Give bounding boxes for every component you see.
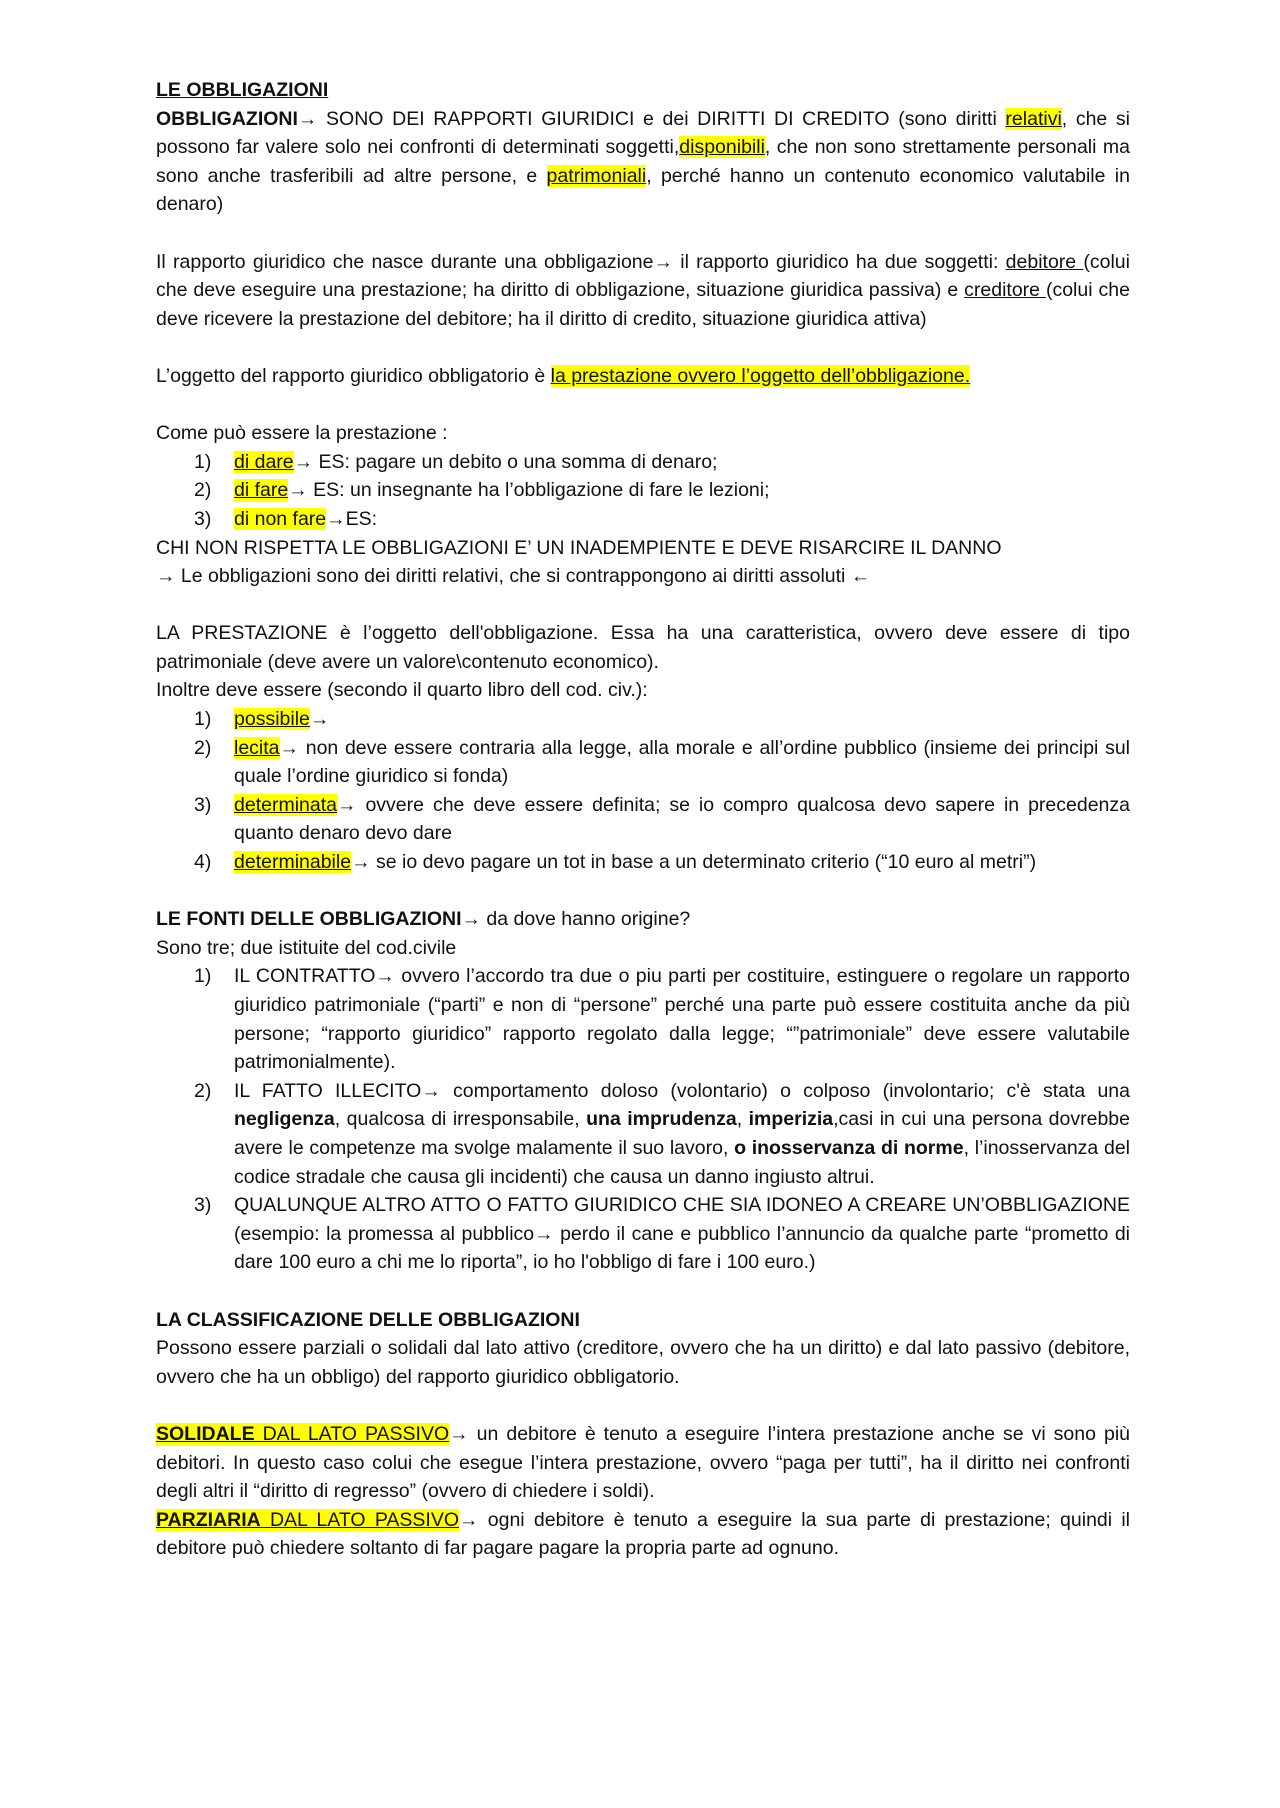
spacer [156, 877, 1130, 906]
spacer [156, 219, 1130, 248]
heading-text: LA CLASSIFICAZIONE DELLE OBBLIGAZIONI [156, 1308, 580, 1331]
highlight-di-non-fare: di non fare [234, 507, 327, 530]
highlight-prestazione: la prestazione ovvero l’oggetto dell’obbligazione. [550, 364, 971, 387]
prestazione-requirements-intro: Inoltre deve essere (secondo il quarto libro dell cod. civ.): [156, 679, 648, 702]
highlight-relativi: relativi [1005, 107, 1062, 130]
spacer [156, 391, 1130, 420]
text-run: IL CONTRATTO→ ovvero l’accordo tra due o piu parti per costituire, estinguere o regolare un rapporto giuridico patrimoniale (“parti” e non di “persone” perché una parte può essere costituita anche da più persone; “rapporto giuridico” rapporto regolato dalla legge; “”patrimoniale” deve essere valutabile patrimonialmente). [234, 965, 1130, 1074]
spacer [156, 591, 1130, 620]
inadempiente-line: CHI NON RISPETTA LE OBBLIGAZIONI E’ UN INADEMPIENTE E DEVE RISARCIRE IL DANNO [156, 536, 1002, 559]
obbligazioni-definition [156, 105, 1130, 219]
underline-debitore: debitore [1005, 250, 1084, 273]
list-item [156, 962, 1130, 1076]
prestazione-intro: Come può essere la prestazione : [156, 422, 448, 445]
list-number: 1) [194, 708, 212, 731]
text-run: Il rapporto giuridico che nasce durante una obbligazione→ il rapporto giuridico ha due soggetti: [156, 250, 1006, 273]
list-item [156, 1191, 1130, 1277]
prestazione-requirements-list [156, 705, 1130, 877]
text-run: , l’inosservanza del codice stradale che causa gli incidenti) che causa un danno ingiusto altrui. [234, 1136, 1131, 1188]
list-item [156, 705, 1130, 734]
highlight-determinabile: determinabile [234, 851, 352, 874]
text-run: , [736, 1108, 749, 1131]
text-run: → un debitore è tenuto a eseguire l’intera prestazione anche se vi sono più debitori. In questo caso colui che esegue l’intera prestazione, ovvero “paga per tutti”, ha il diritto nei confronti degli altri il “diritto di regresso” (ovvero di chiedere i soldi). [156, 1422, 1130, 1503]
list-item [156, 734, 1130, 791]
text-run: → ovvere che deve essere definita; se io compro qualcosa devo sapere in precedenza quanto denaro devo dare [234, 793, 1130, 845]
spacer [156, 333, 1130, 362]
bold-imperizia: imperizia [748, 1108, 834, 1131]
list-item [156, 448, 1130, 477]
highlight-di-fare: di fare [234, 479, 289, 502]
text-run: → [309, 708, 330, 731]
highlight-di-dare: di dare [234, 450, 294, 473]
list-number: 2) [194, 1079, 212, 1102]
list-number: 3) [194, 793, 212, 816]
document-title [156, 76, 1130, 105]
list-number: 2) [194, 736, 212, 759]
text-run: →ES: [326, 507, 378, 530]
list-item [156, 1077, 1130, 1191]
text-run: (colui che deve ricevere la prestazione del debitore; ha il diritto di credito, situazione giuridica attiva) [156, 279, 1130, 330]
fonti-list [156, 962, 1130, 1277]
text-run: (colui che deve eseguire una prestazione; ha diritto di obbligazione, situazione giuridica passiva) e [156, 250, 1130, 302]
list-number: 4) [194, 851, 212, 874]
highlight-dal-lato-passivo: DAL LATO PASSIVO [254, 1422, 450, 1445]
oggetto-paragraph [156, 362, 1130, 391]
fonti-intro: Sono tre; due istituite del cod.civile [156, 936, 457, 959]
text-run: → ES: pagare un debito o una somma di denaro; [293, 450, 718, 473]
text-run: → SONO DEI RAPPORTI GIURIDICI e dei DIRITTI DI CREDITO (sono diritti [297, 107, 1006, 130]
heading-text: LE FONTI DELLE OBBLIGAZIONI [156, 908, 462, 931]
list-number: 1) [194, 450, 212, 473]
highlight-patrimoniali: patrimoniali [546, 164, 647, 187]
highlight-determinata: determinata [234, 793, 337, 816]
text-run: → se io devo pagare un tot in base a un determinato criterio (“10 euro al metri”) [351, 851, 1037, 874]
list-number: 2) [194, 479, 212, 502]
text-run: , perché hanno un contenuto economico valutabile in denaro) [156, 164, 1130, 216]
diritti-relativi-line: → Le obbligazioni sono dei diritti relativi, che si contrappongono ai diritti assoluti ← [156, 565, 871, 588]
list-number: 3) [194, 507, 212, 530]
title-text: LE OBBLIGAZIONI [156, 79, 329, 101]
text-run: → non deve essere contraria alla legge, alla morale e all’ordine pubblico (insieme dei principi sul quale l’ordine giuridico si fonda) [234, 736, 1130, 788]
list-number: 1) [194, 965, 212, 988]
list-item [156, 791, 1130, 848]
classificazione-heading [156, 1306, 1130, 1335]
rapporto-giuridico-paragraph [156, 248, 1130, 334]
highlight-parziaria: PARZIARIA [156, 1508, 261, 1531]
fonti-heading [156, 905, 1130, 934]
highlight-dal-lato-passivo: DAL LATO PASSIVO [260, 1508, 459, 1531]
list-item [156, 476, 1130, 505]
text-run: , che si possono far valere solo nei confronti di determinati soggetti, [156, 107, 1130, 159]
list-item [156, 848, 1130, 877]
term-obbligazioni: OBBLIGAZIONI [156, 107, 298, 130]
text-run: ,casi in cui una persona dovrebbe avere le competenze ma svolge malamente il suo lavoro, [234, 1108, 1130, 1159]
spacer [156, 1391, 1130, 1420]
highlight-disponibili: disponibili [679, 136, 765, 159]
text-run: , che non sono strettamente personali ma sono anche trasferibili ad altre persone, e [156, 136, 1131, 187]
prestazione-paragraph: LA PRESTAZIONE è l’oggetto dell'obbligazione. Essa ha una caratteristica, ovvero deve essere di tipo patrimoniale (deve avere un valore\contenuto economico). [156, 622, 1130, 673]
text-run: IL FATTO ILLECITO→ comportamento doloso (volontario) o colposo (involontario; c'è stata una [234, 1079, 1130, 1102]
highlight-solidale: SOLIDALE [156, 1422, 255, 1445]
list-number: 3) [194, 1194, 212, 1217]
text-run: , qualcosa di irresponsabile, [334, 1108, 587, 1131]
prestazione-types-list [156, 448, 1130, 534]
parziaria-paragraph [156, 1506, 1130, 1563]
text-run: → ES: un insegnante ha l’obbligazione di fare le lezioni; [288, 479, 770, 502]
classificazione-paragraph: Possono essere parziali o solidali dal lato attivo (creditore, ovvero che ha un diritto) e dal lato passivo (debitore, ovvero che ha un obbligo) del rapporto giuridico obbligatorio. [156, 1337, 1130, 1388]
highlight-lecita: lecita [234, 736, 280, 759]
bold-imprudenza: una imprudenza [586, 1108, 737, 1131]
bold-negligenza: negligenza [234, 1108, 335, 1131]
text-run: L’oggetto del rapporto giuridico obbligatorio è [156, 364, 551, 387]
spacer [156, 1277, 1130, 1306]
text-run: → ogni debitore è tenuto a eseguire la sua parte di prestazione; quindi il debitore può chiedere soltanto di far pagare pagare la propria parte ad ognuno. [156, 1508, 1131, 1560]
list-item [156, 505, 1130, 534]
bold-inosservanza: o inosservanza di norme [734, 1136, 964, 1159]
text-run: → da dove hanno origine? [461, 908, 691, 931]
highlight-possibile: possibile [234, 708, 310, 731]
solidale-paragraph [156, 1420, 1130, 1506]
text-run: QUALUNQUE ALTRO ATTO O FATTO GIURIDICO CHE SIA IDONEO A CREARE UN’OBBLIGAZIONE (esempio: la promessa al pubblico→ perdo il cane e pubblico l’annuncio da qualche parte “prometto di dare 100 euro a chi me lo riporta”, io ho l'obbligo di fare i 100 euro.) [234, 1194, 1130, 1274]
underline-creditore: creditore [964, 279, 1046, 302]
